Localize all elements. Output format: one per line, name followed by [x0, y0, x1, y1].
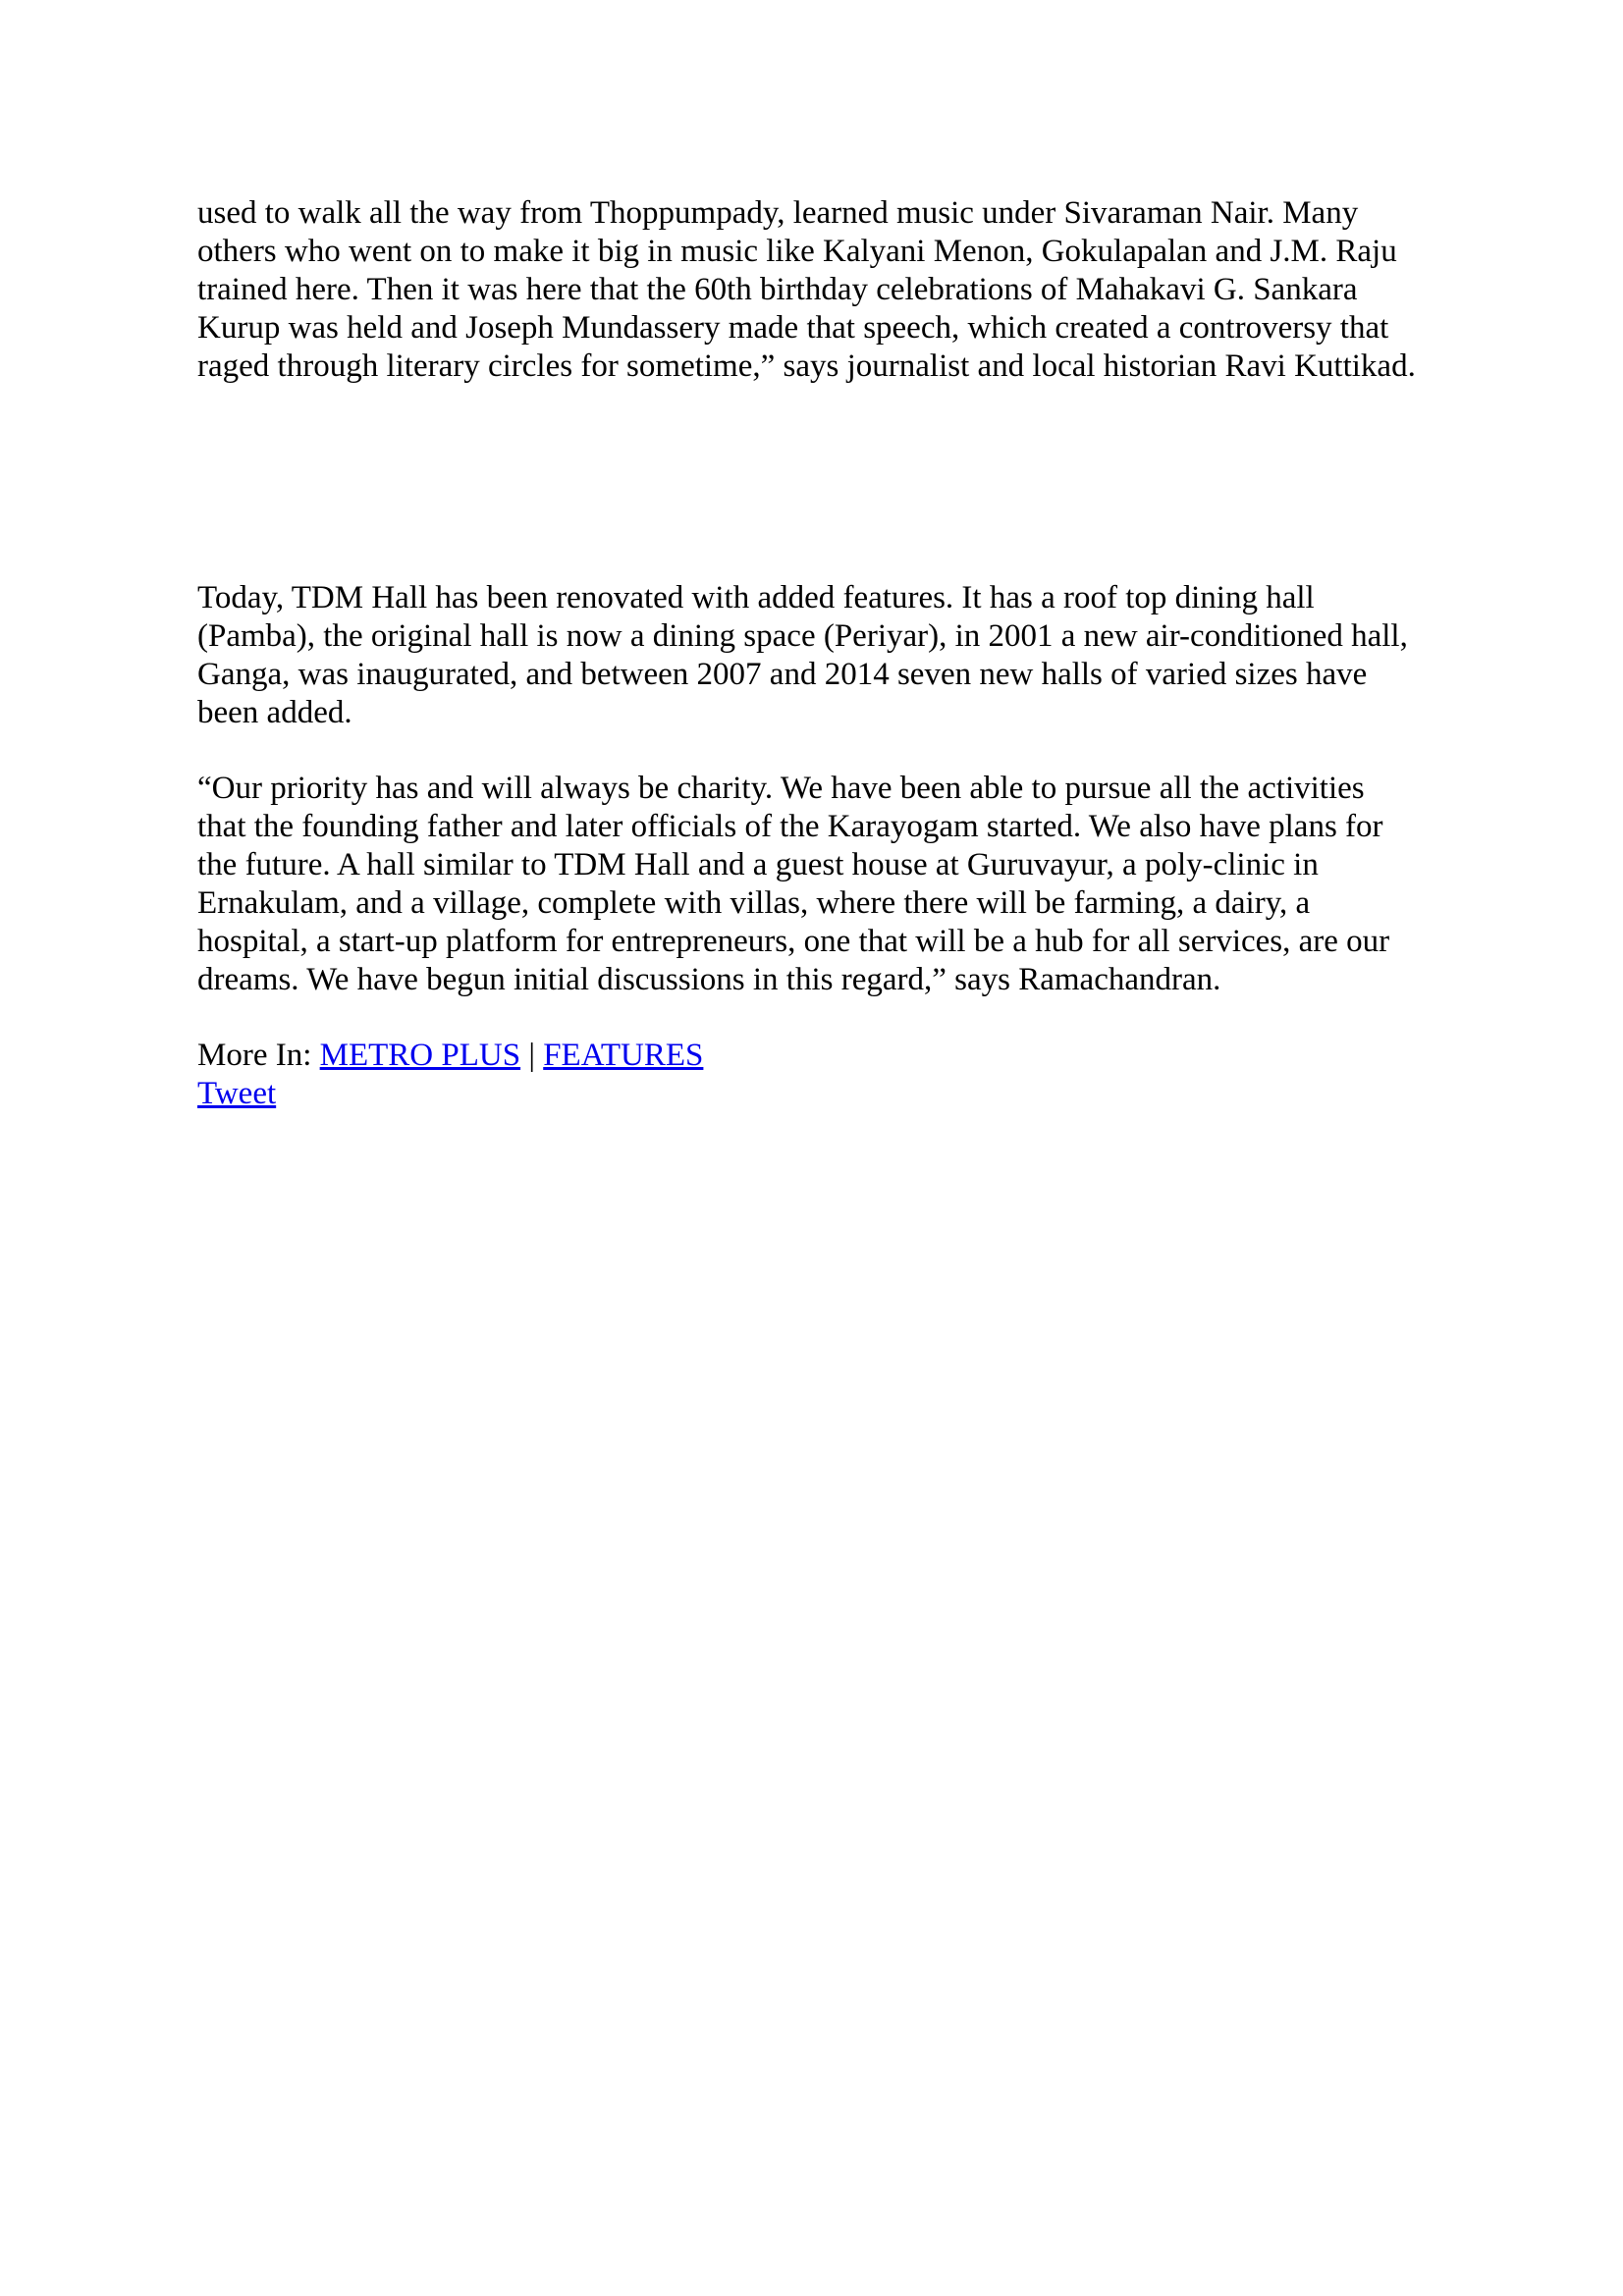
- paragraph-3-line: the future. A hall similar to TDM Hall and a guest house at Guruvayur, a poly-clinic in: [197, 847, 1319, 882]
- paragraph-1: [197, 194, 1416, 386]
- paragraph-3-line: that the founding father and later officials of the Karayogam started. We also have plans for: [197, 809, 1383, 844]
- paragraph-1-line: others who went on to make it big in music like Kalyani Menon, Gokulapalan and J.M. Raju: [197, 234, 1397, 269]
- more-in-label: More In:: [197, 1038, 320, 1073]
- paragraph-3: [197, 770, 1389, 999]
- paragraph-2-line: Ganga, was inaugurated, and between 2007 and 2014 seven new halls of varied sizes have: [197, 657, 1368, 692]
- paragraph-2-line: been added.: [197, 695, 352, 730]
- paragraph-2: [197, 579, 1408, 732]
- paragraph-1-line: raged through literary circles for sometime,” says journalist and local historian Ravi Kuttikad.: [197, 348, 1416, 384]
- paragraph-3-line: hospital, a start-up platform for entrepreneurs, one that will be a hub for all services, are our: [197, 924, 1390, 959]
- tweet-link[interactable]: Tweet: [197, 1076, 277, 1111]
- paragraph-1-line: trained here. Then it was here that the 60th birthday celebrations of Mahakavi G. Sankara: [197, 272, 1358, 307]
- more-in-line: [197, 1037, 703, 1075]
- paragraph-3-line: Ernakulam, and a village, complete with villas, where there will be farming, a dairy, a: [197, 885, 1311, 921]
- paragraph-1-line: used to walk all the way from Thoppumpady, learned music under Sivaraman Nair. Many: [197, 195, 1359, 231]
- link-separator: |: [520, 1038, 544, 1073]
- metro-plus-link[interactable]: METRO PLUS: [319, 1038, 521, 1073]
- features-link[interactable]: FEATURES: [543, 1038, 704, 1073]
- more-in-section: [197, 1037, 703, 1113]
- paragraph-2-line: (Pamba), the original hall is now a dining space (Periyar), in 2001 a new air-conditioned hall,: [197, 618, 1408, 654]
- paragraph-1-line: Kurup was held and Joseph Mundassery made that speech, which created a controversy that: [197, 310, 1389, 346]
- tweet-line: [197, 1075, 703, 1113]
- paragraph-3-line: dreams. We have begun initial discussions in this regard,” says Ramachandran.: [197, 962, 1221, 997]
- paragraph-3-line: “Our priority has and will always be charity. We have been able to pursue all the activities: [197, 771, 1365, 806]
- paragraph-2-line: Today, TDM Hall has been renovated with added features. It has a roof top dining hall: [197, 580, 1315, 615]
